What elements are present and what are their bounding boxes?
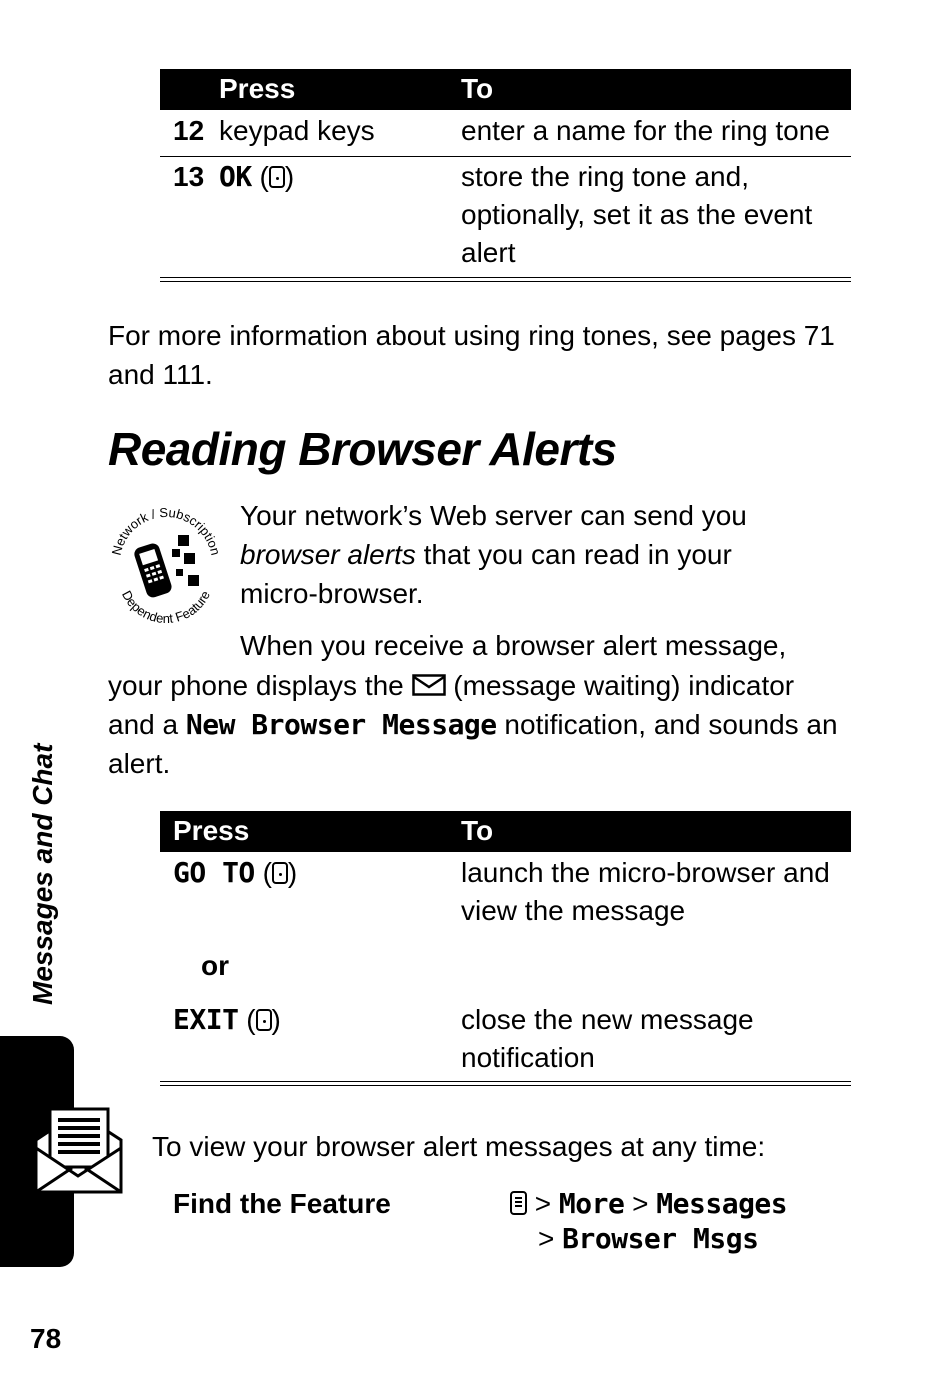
- para-line: and 111.: [108, 359, 213, 390]
- table2-end-rule: [160, 1081, 851, 1086]
- table2-to-close: [461, 1001, 754, 1077]
- browser-alerts-term: browser alerts: [240, 539, 416, 570]
- badge-text-bottom: Dependent Feature: [118, 588, 213, 626]
- find-feature-path-1: [510, 1186, 787, 1222]
- table1-step-13: 13: [173, 161, 205, 192]
- page-number: 78: [30, 1323, 62, 1354]
- new-browser-message-label: New Browser Message: [185, 708, 497, 741]
- table2-to-launch: [461, 854, 830, 930]
- table2-header-to: To: [461, 815, 494, 846]
- receive-line-2: [108, 666, 794, 706]
- ok-key-label: OK: [219, 160, 252, 193]
- path-separator: >: [632, 1188, 649, 1219]
- intro-paragraph: [240, 496, 747, 613]
- table1-press-keypad: keypad keys: [219, 115, 375, 146]
- table1-step-12: 12: [173, 115, 205, 146]
- paren-open: (: [259, 161, 269, 192]
- table2-press-exit: [173, 1001, 281, 1039]
- para-text: that you can read in your: [415, 539, 732, 570]
- table1-header-press: Press: [219, 73, 296, 104]
- view-alerts-text: To view your browser alert messages at any time:: [152, 1131, 766, 1162]
- to-line: view the message: [461, 895, 686, 926]
- para-text: (message waiting) indicator: [445, 670, 795, 701]
- path-separator: >: [538, 1223, 555, 1254]
- table1-divider: [160, 156, 851, 157]
- paren-open: (: [262, 857, 272, 888]
- softkey-icon: [256, 1009, 272, 1031]
- network-dependent-feature-icon: [108, 503, 223, 626]
- para-line: Your network’s Web server can send you: [240, 500, 747, 531]
- section-title: Reading Browser Alerts: [108, 423, 617, 475]
- message-waiting-icon: [412, 667, 446, 706]
- goto-key-label: GO TO: [173, 856, 255, 889]
- side-tab-label: Messages and Chat: [27, 743, 58, 1005]
- softkey-icon: [269, 166, 285, 188]
- svg-text:Dependent Feature: [119, 588, 213, 626]
- table1-header: [160, 69, 851, 110]
- to-line: alert: [461, 237, 516, 268]
- find-feature-path-2: [538, 1221, 758, 1257]
- receive-line-3: [108, 705, 838, 744]
- path-more: More: [558, 1187, 625, 1220]
- to-line: close the new message: [461, 1004, 754, 1035]
- table1-header-to: To: [461, 73, 494, 104]
- paren-close: ): [271, 1004, 281, 1035]
- path-separator: >: [534, 1188, 552, 1219]
- svg-text:Network / Subscription: [109, 505, 223, 557]
- to-line: launch the micro-browser and: [461, 857, 830, 888]
- paren-close: ): [284, 161, 295, 192]
- para-line: [240, 535, 747, 574]
- para-text: and a: [108, 709, 186, 740]
- receive-line-4: alert.: [108, 748, 171, 779]
- table1-to-store: [461, 158, 812, 272]
- para-text: your phone displays the: [108, 670, 412, 701]
- para-line: For more information about using ring tones, see pages 71: [108, 320, 835, 351]
- paren-close: ): [287, 857, 298, 888]
- paren-open: (: [246, 1004, 256, 1035]
- table2-header: [160, 811, 851, 852]
- message-envelope-icon: [32, 1106, 125, 1197]
- more-info-paragraph: [108, 316, 835, 394]
- table2-or-label: or: [201, 950, 229, 981]
- table1-end-rule: [160, 277, 851, 282]
- badge-text-top: Network / Subscription: [108, 504, 223, 557]
- exit-key-label: EXIT: [173, 1003, 239, 1036]
- para-text: notification, and sounds an: [496, 709, 838, 740]
- path-messages: Messages: [656, 1187, 788, 1220]
- to-line: store the ring tone and,: [461, 161, 749, 192]
- menu-key-icon: [510, 1191, 527, 1215]
- softkey-icon: [272, 862, 288, 884]
- table2-press-goto: [173, 854, 297, 892]
- table1-press-ok: [219, 158, 294, 196]
- table1-to-enter-name: enter a name for the ring tone: [461, 115, 830, 146]
- find-feature-label: Find the Feature: [173, 1188, 391, 1219]
- receive-line-1: When you receive a browser alert message,: [240, 630, 787, 661]
- para-line: micro-browser.: [240, 578, 424, 609]
- path-browser-msgs: Browser Msgs: [562, 1222, 759, 1255]
- table2-header-press: Press: [173, 815, 250, 846]
- to-line: optionally, set it as the event: [461, 199, 813, 230]
- to-line: notification: [461, 1042, 595, 1073]
